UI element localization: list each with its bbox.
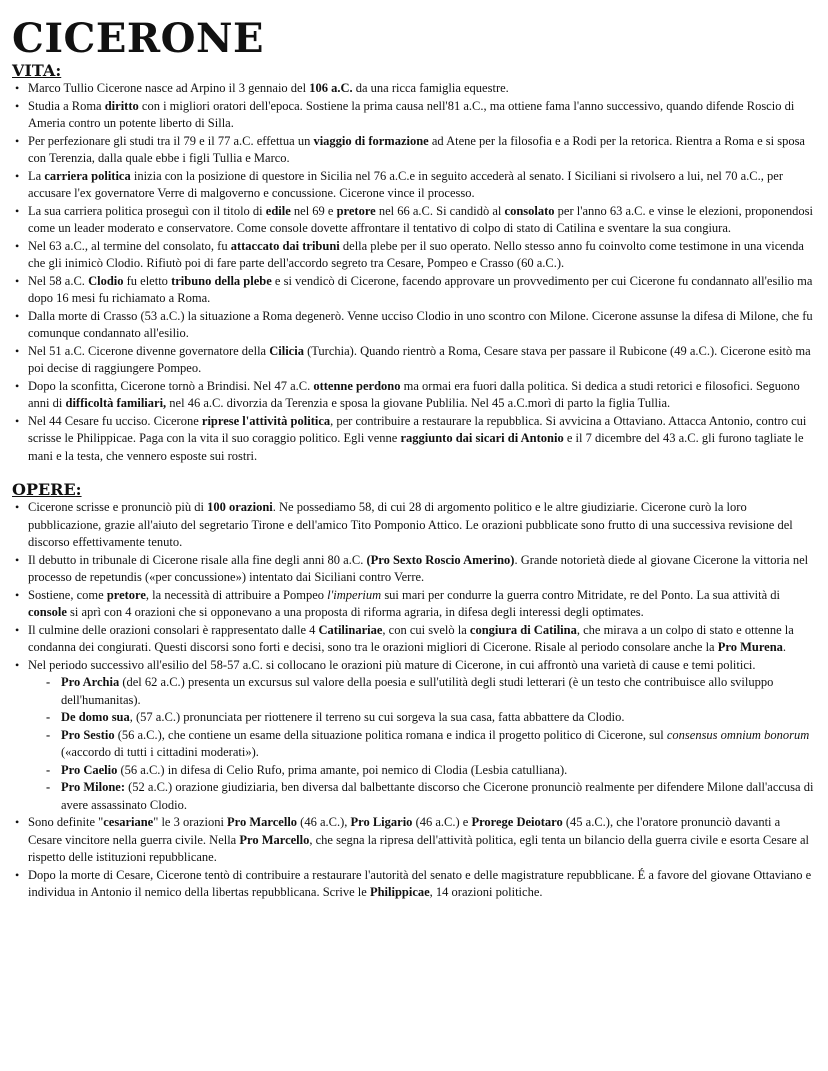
opere-sub-list-item [61,762,814,780]
text-run: Il debutto in tribunale di Cicerone risale alla fine degli anni 80 a.C. [28,552,367,567]
opere-sub-list-item [61,727,814,762]
text-run: La sua carriera politica proseguì con il titolo di [28,203,266,218]
bold-text: riprese l'attività politica [201,413,331,428]
vita-list-item [28,413,814,466]
bold-text: consolato [504,203,555,218]
bold-text: Pro Milone: [61,780,125,794]
opere-list [12,499,814,902]
bold-text: viaggio di formazione [313,133,429,148]
vita-list-item [28,308,814,343]
bold-text: Pro Caelio [61,762,118,777]
text-run: Studia a Roma [28,98,105,113]
text-run: , che mirava a un colpo di stato e ottenne la condanna dei congiurati. Questi discorsi sono forti e decisi, sono tra le orazioni migliori di Cicerone. Risale al periodo consolare anche la [28,622,794,654]
bold-text: raggiunto dai sicari di Antonio [400,431,564,445]
italic-text: consensus omnium bonorum [666,727,810,742]
text-run: La [28,168,45,183]
text-run: Dopo la sconfitta, Cicerone tornò a Brindisi. Nel 47 a.C. [28,378,314,393]
bold-text: edile [265,203,291,218]
text-run: (del 62 a.C.) presenta un excursus sul valore della poesia e sull'utilità degli studi letterari (è un testo che contribuisce allo sviluppo dell'humanitas). [61,675,774,707]
text-run: Dopo la morte di Cesare, Cicerone tentò di contribuire a restaurare l'autorità del senato e delle magistrature repubblicane. É a favore del giovane Ottaviano e individua in Antonio il nemico della libertas repubblicana. Scrive le [28,867,812,899]
bold-text: Pro Ligario [350,815,413,829]
bold-text: congiura di Catilina [469,622,577,637]
bold-text: ottenne perdono [313,378,401,393]
text-run: , (57 a.C.) pronunciata per riottenere il terreno su cui sorgeva la sua casa, fatta abbattere da Clodio. [129,710,625,724]
bold-text: carriera politica [44,168,131,183]
opere-sub-list-item [61,674,814,709]
bold-text: 106 a.C. [309,81,353,95]
text-run: . Ne possediamo 58, di cui 28 di argomento politico e le altre giudiziarie. Cicerone curò la loro pubblicazione, grazie all'aiuto del segretario Tirone e dell'amico Tito Pomponio Attico. Le orazioni pubblicate sono frutto di una successiva revisione del discorso effettivamente tenuto. [28,500,793,549]
vita-list-item [28,238,814,273]
text-run: da una ricca famiglia equestre. [352,81,509,95]
bold-text: Clodio [88,273,124,288]
text-run: nel 66 a.C. Si candidò al [375,203,505,218]
vita-list [12,80,814,465]
text-run: Nel 63 a.C., al termine del consolato, fu [28,238,231,253]
text-run: della plebe per il suo operato. Nello stesso anno fu coinvolto come testimone in una vicenda che gli inimicò Clodio. Rifiutò poi di fare parte dell'accordo segreto tra Cesare, Pompeo e Crasso (60 a.C.). [28,238,804,270]
bold-text: console [28,605,67,619]
opere-list-item [28,814,814,867]
text-run: , la necessità di attribuire a Pompeo [145,587,328,602]
text-run: nel 46 a.C. divorzia da Terenzia e sposa la giovane Publilia. Nel 45 a.C.morì di parto la figlia Tullia. [166,396,671,410]
bold-text: Pro Sestio [61,727,115,742]
opere-list-item [28,587,814,622]
opere-list-item [28,657,814,815]
bold-text: difficoltà familiari, [65,396,167,410]
text-run: inizia con la posizione di questore in Sicilia nel 76 a.C.e in seguito accederà al senato. I Siciliani si rivolsero a lui, nel 70 a.C., per accusare l'ex governatore Verre di malgoverno e concussione. Cicerone vince il processo. [28,168,783,200]
text-run: con i migliori oratori dell'epoca. Sostiene la prima causa nell'81 a.C., ma ottiene fama l'anno successivo, quando difende Roscio di Ameria contro un potente liberto di Silla. [28,98,795,130]
text-run: Per perfezionare gli studi tra il 79 e il 77 a.C. effettua un [28,133,314,148]
bold-text: diritto [104,98,139,113]
text-run: e il 7 dicembre del 43 a.C. gli furono tagliate le mani e la testa, che vennero esposte sui rostri. [28,431,804,463]
bold-text: (Pro Sexto Roscio Amerino) [366,552,515,567]
vita-list-item [28,273,814,308]
text-run: (56 a.C.), che contiene un esame della situazione politica romana e indica il progetto politico di Cicerone, sul [114,727,667,742]
opere-sub-list-item [61,709,814,727]
bold-text: Pro Marcello [239,832,310,847]
text-run: . [782,640,787,654]
opere-list-item [28,867,814,902]
text-run: si aprì con 4 orazioni che si opponevano a una proposta di riforma agraria, in difesa degli interessi degli optimates. [66,605,644,619]
text-run: (46 a.C.), [297,815,351,829]
text-run: Il culmine delle orazioni consolari è rappresentato dalle 4 [28,622,319,637]
text-run: Dalla morte di Crasso (53 a.C.) la situazione a Roma degenerò. Venne ucciso Clodio in uno scontro con Milone. Cicerone assunse la difesa di Milone, che fu comunque condannato all'esilio. [28,308,813,340]
vita-list-item [28,378,814,413]
text-run: , 14 orazioni politiche. [429,885,543,899]
vita-list-item [28,203,814,238]
opere-list-item [28,622,814,657]
bold-text: Pro Murena [717,640,783,654]
bold-text: pretore [336,203,376,218]
bold-text: tribuno della plebe [171,273,272,288]
text-run: Marco Tullio Cicerone nasce ad Arpino il 3 gennaio del [28,81,310,95]
bold-text: Prorege Deiotaro [471,815,563,829]
italic-text: l'imperium [327,587,382,602]
bold-text: Pro Marcello [227,815,298,829]
text-run: , per contribuire a restaurare la repubblica. Si avvicina a Ottaviano. Attacca Antonio, contro cui scrisse le Philippicae. Paga con la vita il suo coraggio politico. Egli venne [28,413,807,445]
text-run: " le 3 orazioni [153,815,228,829]
text-run: (Turchia). Quando rientrò a Roma, Cesare stava per passare il Rubicone (49 a.C.). Cicerone esitò ma poi decise di raggiungere Pompeo. [28,343,811,375]
bold-text: De domo sua [61,710,130,724]
text-run: (46 a.C.) e [412,815,472,829]
text-run: , con cui svelò la [382,622,470,637]
section-heading-opere: OPERE: [12,480,82,499]
text-run: Cicerone scrisse e pronunciò più di [28,500,208,514]
text-run: Nel 51 a.C. Cicerone divenne governatore della [28,343,270,358]
vita-list-item [28,98,814,133]
text-run: («accordo di tutti i cittadini moderati»). [61,745,259,759]
text-run: Sostiene, come [28,587,107,602]
text-run: Nel 44 Cesare fu ucciso. Cicerone [28,413,202,428]
text-run: ma ormai era fuori dalla politica. Si dedica a studi retorici e filosofici. Seguono anni di [28,378,800,410]
text-run: , che segna la ripresa dell'attività politica, egli tenta un bilancio della guerra civile e esorta Cesare al rispetto delle istituzioni repubblicane. [28,832,809,864]
vita-list-item [28,343,814,378]
text-run: nel 69 e [290,203,337,218]
opere-sub-list [28,674,814,814]
bold-text: Cilicia [269,343,304,358]
opere-sub-list-item [61,779,814,814]
text-run: (56 a.C.) in difesa di Celio Rufo, prima amante, poi nemico di Clodia (Lesbia catulliana). [117,762,568,777]
text-run: Sono definite " [28,815,104,829]
bold-text: 100 orazioni [207,500,273,514]
vita-list-item [28,80,814,98]
text-run: Nel periodo successivo all'esilio del 58-57 a.C. si collocano le orazioni più mature di Cicerone, in cui affrontò una varietà di cause e temi politici. [28,657,756,672]
bold-text: attaccato dai tribuni [230,238,340,253]
text-run: e si vendicò di Cicerone, facendo approvare un provvedimento per cui Cicerone fu condannato all'esilio ma dopo 16 mesi fu richiamato a Roma. [28,273,813,305]
bold-text: Philippicae [369,885,430,899]
text-run: Nel 58 a.C. [28,273,89,288]
text-run: (45 a.C.), che l'oratore pronunciò davanti a Cesare vincitore nella guerra civile. Nella [28,815,781,847]
vita-list-item [28,168,814,203]
text-run: fu eletto [123,273,172,288]
text-run: per l'anno 63 a.C. e vinse le elezioni, proponendosi come un leader moderato e conservatore. Come console dovette affrontare il tentativo di colpo di stato di Catilina e sventare la sua congiura. [28,203,813,235]
opere-list-item [28,499,814,552]
bold-text: cesariane [103,815,154,829]
page-title: CICERONE [12,15,265,62]
text-run: sui mari per condurre la guerra contro Mitridate, re del Ponto. La sua attività di [381,587,781,602]
section-heading-vita: VITA: [12,61,62,80]
text-run: (52 a.C.) orazione giudiziaria, ben diversa dal balbettante discorso che Cicerone pronunciò realmente per difendere Milone dall'accusa di avere assassinato Clodio. [61,780,814,812]
bold-text: Pro Archia [61,675,120,689]
bold-text: Catilinariae [318,622,383,637]
vita-list-item [28,133,814,168]
bold-text: pretore [106,587,146,602]
opere-list-item [28,552,814,587]
text-run: ad Atene per la filosofia e a Rodi per la retorica. Rientra a Roma e si sposa con Terenzia, dalla quale ebbe i figli Tullia e Marco. [28,133,805,165]
text-run: . Grande notorietà diede al giovane Cicerone la vittoria nel processo de repetundis («per concussione») intentato dai Siciliani contro Verre. [28,552,809,584]
